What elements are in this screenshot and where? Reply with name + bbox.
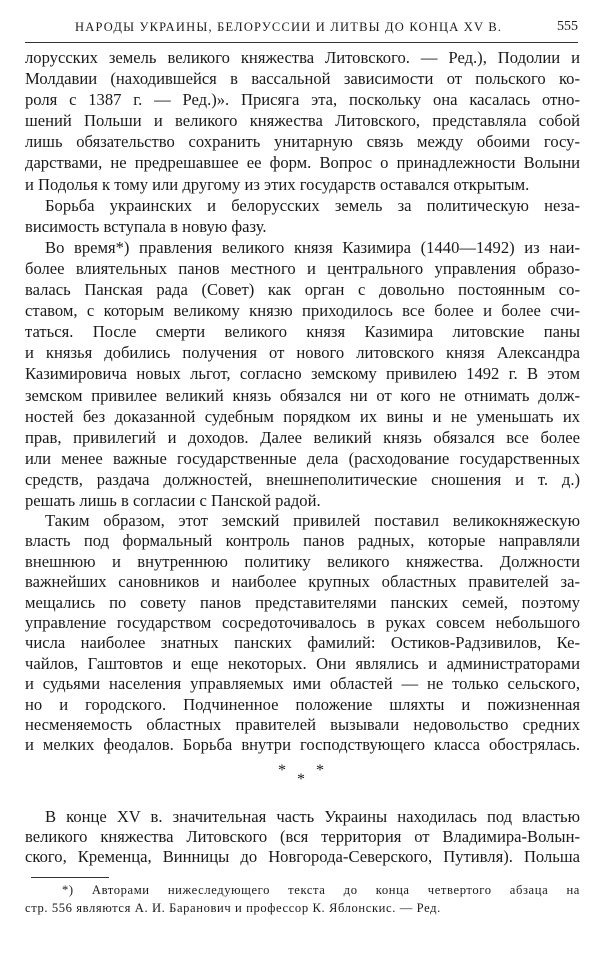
text-line: и мелких феодалов. Борьба внутри господствующего класса обострялась. [25, 735, 580, 755]
text-line: ского, Кременца, Винницы до Новгорода-Северского, Путивля). Польша [25, 847, 580, 866]
text-line: прав, привилегий и доходов. Далее великий князь обязался все более [25, 427, 580, 447]
running-header [25, 18, 578, 43]
text-line: Казимировича новых льгот, согласно земскому привилею 1492 г. В этом [25, 364, 580, 384]
text-line: роля с 1387 г. — Ред.)». Присяга эта, поскольку она касалась отно- [25, 90, 580, 110]
footnote-line: *) Авторами нижеследующего текста до конца четвертого абзаца на [62, 883, 580, 897]
separator-star: * [278, 762, 286, 779]
text-line: шений Польши и великого княжества Литовского, представляла собой [25, 111, 580, 131]
text-line: средств, раздача должностей, внешнеполитические сношения и т. д.) [25, 469, 580, 489]
body-text-upper [25, 47, 580, 511]
text-line: Молдавии (находившейся в вассальной зависимости от польского ко- [25, 69, 580, 89]
text-line: власть под формальный контроль панов радных, которые направляли [25, 531, 580, 551]
text-line: числа наиболее знатных панских фамилий: Остиков-Радзивилов, Ке- [25, 633, 580, 653]
text-line: дарствами, не предрешавшее ее форм. Вопрос о принадлежности Волыни [25, 153, 580, 173]
body-text-lower [25, 807, 580, 867]
running-title: НАРОДЫ УКРАИНЫ, БЕЛОРУССИИ И ЛИТВЫ ДО КОНЦА XV В. [75, 20, 503, 34]
text-line: мещались по совету панов представителями панских семей, поэтому [25, 592, 580, 612]
text-line: ставом, с которым великому князю приходилось все более и более счи- [25, 301, 580, 321]
page-number: 555 [557, 19, 578, 34]
text-line: несменяемость областных правителей вызывали недовольство средних [25, 714, 580, 734]
text-line: Во время*) правления великого князя Казимира (1440—1492) из наи- [45, 237, 580, 257]
text-line: но и городского. Подчиненное положение шляхты и пожизненная [25, 694, 580, 714]
text-line: земском привилее великий князь обязался ни от кого не отнимать долж- [25, 385, 580, 405]
text-line: или менее важные государственные дела (расходование государственных [25, 448, 580, 468]
text-line: В конце XV в. значительная часть Украины находилась под властью [45, 807, 580, 826]
text-line: и князья добились получения от нового литовского князя Александра [25, 343, 580, 363]
text-line: важнейших сановников и наиболее крупных областных правителей за- [25, 572, 580, 592]
text-line: управление государством сосредоточивалось в руках совсем небольшого [25, 612, 580, 632]
text-line: лорусских земель великого княжества Литовского. — Ред.), Подолии и [25, 48, 580, 67]
text-line: Таким образом, этот земский привилей поставил великокняжескую [45, 511, 580, 530]
text-line: более влиятельных панов местного и центрального управления образо- [25, 258, 580, 278]
text-line: ностей без доказанной судебным порядком их вины и не уменьшать их [25, 406, 580, 426]
text-line: лишь обязательство сохранить унитарную связь между обоими госу- [25, 132, 580, 152]
body-text-paragraph [25, 511, 580, 756]
text-line: чайлов, Гаштовтов и еще некоторых. Они являлись и администраторами [25, 653, 580, 673]
text-line: решать лишь в согласии с Панской радой. [25, 490, 321, 510]
text-line: валась Панская рада (Совет) как орган с довольно постоянным со- [25, 280, 580, 300]
separator-star: * [297, 771, 305, 788]
text-line: и Подолья к тому или другому из этих государств оставался открытым. [25, 174, 530, 194]
text-line: внешнюю и внутреннюю политику великого княжества. Должности [25, 551, 580, 571]
text-line: Борьба украинских и белорусских земель за политическую неза- [45, 195, 580, 215]
footnote-rule [31, 877, 109, 878]
section-separator [270, 762, 330, 792]
text-line: великого княжества Литовского (вся территория от Владимира-Волын- [25, 827, 580, 846]
text-line: и судьями населения управляемых ими областей — не только сельского, [25, 674, 580, 694]
separator-star: * [316, 762, 324, 779]
footnote [25, 881, 580, 917]
footnote-line: стр. 556 являются А. И. Баранович и профессор К. Яблонскис. — Ред. [25, 901, 441, 915]
text-line: висимость вступала в новую фазу. [25, 216, 267, 236]
text-line: таться. После смерти великого князя Казимира литовские паны [25, 322, 580, 342]
